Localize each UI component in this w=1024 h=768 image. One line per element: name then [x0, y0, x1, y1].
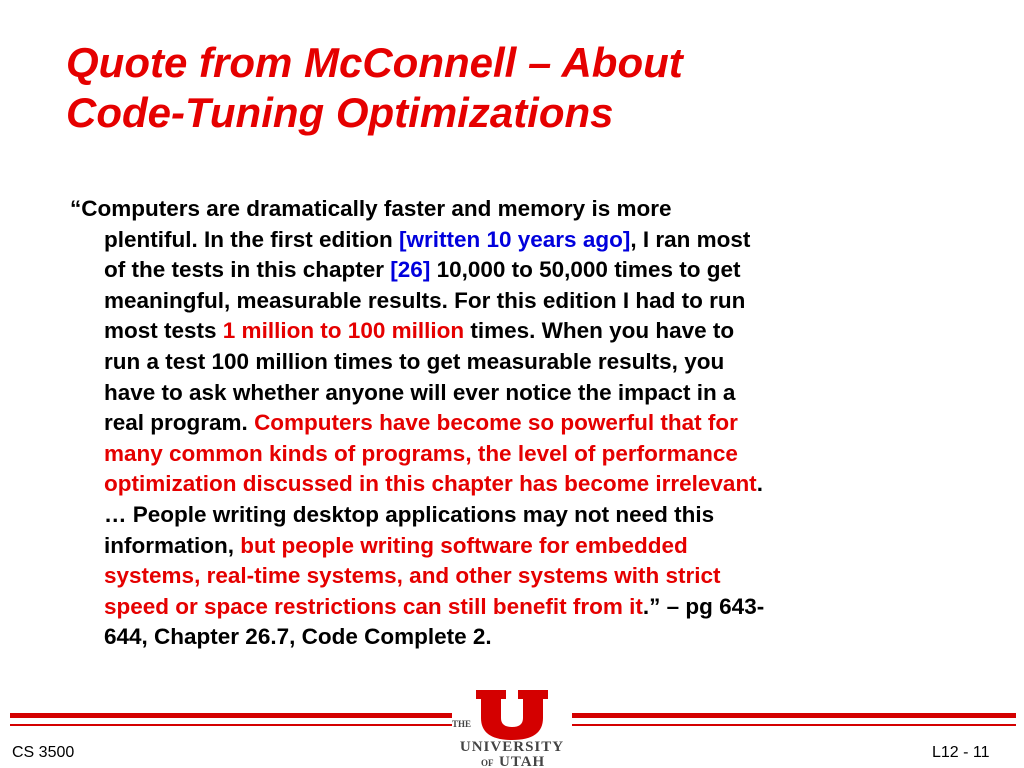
footer-rule-left-thin: [10, 724, 452, 726]
block-u-icon: [449, 690, 575, 768]
quote-highlight-red: 1 million to 100 million: [222, 318, 465, 344]
quote-line: [70, 316, 930, 347]
footer-rule-right-thin: [572, 724, 1016, 726]
footer-rule-left-thick: [10, 713, 452, 718]
quote-line: many common kinds of programs, the level of performance: [104, 440, 738, 466]
quote-highlight-red: optimization discussed in this chapter has become irrelevant: [104, 471, 757, 497]
quote-text: .” – pg 643-: [642, 593, 765, 619]
quote-text: information,: [104, 532, 241, 558]
quote-text: of the tests in this chapter: [104, 257, 391, 283]
mcconnell-quote: [70, 194, 930, 653]
quote-line: [70, 531, 930, 562]
svg-text:OF: OF: [481, 758, 494, 768]
quote-text: real program.: [104, 410, 255, 436]
svg-text:UNIVERSITY: UNIVERSITY: [459, 739, 565, 755]
quote-highlight-blue: [26]: [390, 257, 431, 283]
quote-line: systems, real-time systems, and other systems with strict: [104, 563, 721, 589]
slide-number: L12 - 11: [932, 744, 990, 761]
quote-text: most tests: [104, 318, 223, 344]
quote-line: [70, 225, 930, 256]
quote-text: 10,000 to 50,000 times to get: [430, 257, 741, 283]
quote-line: [70, 592, 930, 623]
slide-title: [66, 38, 683, 138]
quote-text: times. When you have to: [464, 318, 735, 344]
quote-highlight-red: Computers have become so powerful that for: [254, 410, 738, 436]
quote-highlight-red: speed or space restrictions can still benefit from it: [104, 593, 643, 619]
quote-line: 644, Chapter 26.7, Code Complete 2.: [104, 624, 492, 650]
quote-line: run a test 100 million times to get measurable results, you: [104, 348, 725, 374]
footer-rule-right-thick: [572, 713, 1016, 718]
quote-line: meaningful, measurable results. For this edition I had to run: [104, 287, 746, 313]
course-label: CS 3500: [12, 744, 75, 761]
quote-line: have to ask whether anyone will ever notice the impact in a: [104, 379, 736, 405]
quote-text: plentiful. In the first edition: [104, 226, 399, 252]
university-of-utah-logo: [449, 690, 575, 768]
quote-text: .: [756, 471, 763, 497]
quote-line: [70, 469, 930, 500]
quote-text: , I ran most: [630, 226, 751, 252]
quote-line: [70, 255, 930, 286]
slide-title-line-1: Quote from McConnell – About: [66, 39, 683, 86]
slide-title-line-2: Code-Tuning Optimizations: [66, 89, 614, 136]
quote-line: [70, 408, 930, 439]
quote-line: “Computers are dramatically faster and memory is more: [70, 196, 672, 221]
svg-text:UTAH: UTAH: [499, 754, 546, 768]
quote-highlight-blue: [written 10 years ago]: [398, 226, 631, 252]
quote-line: … People writing desktop applications may not need this: [104, 501, 715, 527]
quote-highlight-red: but people writing software for embedded: [240, 532, 688, 558]
svg-text:THE: THE: [452, 719, 472, 729]
